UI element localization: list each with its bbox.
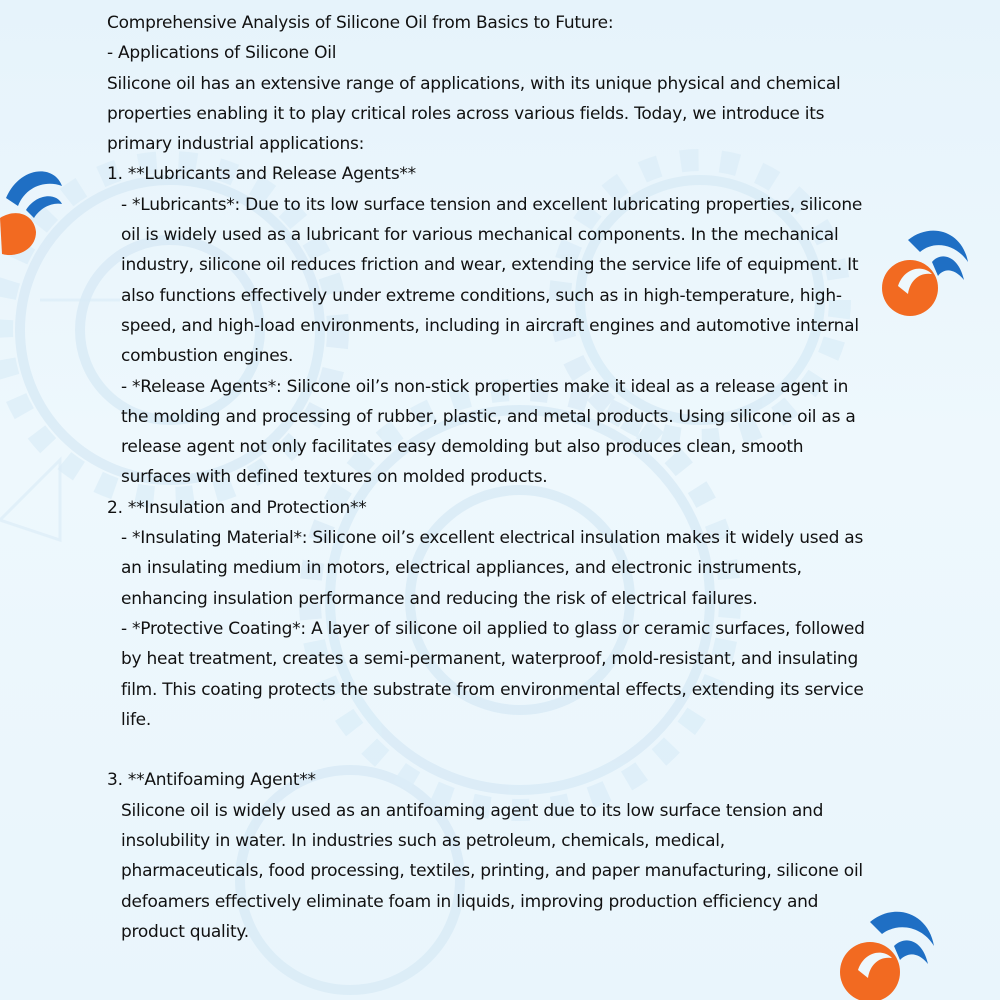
section-2-title: 2. **Insulation and Protection** (107, 497, 367, 518)
lubricants-paragraph: - *Lubricants*: Due to its low surface tension and excellent lubricating properties, silicone oil is widely used as a lubricant for various mechanical components. In the mechanical industry, silicone oil reduces friction and wear, extending the service life of equipment. It also functions effectively under extreme conditions, such as in high-temperature, high-speed, and high-load environments, including in aircraft engines and automotive internal combustion engines. (121, 194, 863, 367)
wave-swirl-logo-icon (0, 158, 70, 262)
paragraph-spacer (107, 735, 867, 765)
wave-swirl-logo-icon (836, 902, 940, 1000)
article-subheading: - Applications of Silicone Oil (107, 43, 337, 64)
section-1-title: 1. **Lubricants and Release Agents** (107, 164, 416, 185)
antifoaming-paragraph: Silicone oil is widely used as an antifoaming agent due to its low surface tension and insolubility in water. In industries such as petroleum, chemicals, medical, pharmaceuticals, food processing, textiles, printing, and paper manufacturing, silicone oil defoamers effectively eliminate foam in liquids, improving production efficiency and product quality. (121, 800, 863, 942)
article-text (107, 8, 867, 947)
wave-swirl-logo-icon (878, 222, 974, 322)
article-heading: Comprehensive Analysis of Silicone Oil from Basics to Future: (107, 13, 614, 33)
release-agents-paragraph: - *Release Agents*: Silicone oil’s non-stick properties make it ideal as a release agent in the molding and processing of rubber, plastic, and metal products. Using silicone oil as a release agent not only facilitates easy demolding but also produces clean, smooth surfaces with defined textures on molded products. (121, 376, 856, 488)
intro-paragraph: Silicone oil has an extensive range of applications, with its unique physical and chemical properties enabling it to play critical roles across various fields. Today, we introduce its primary industrial applications: (107, 73, 841, 155)
protective-coating-paragraph: - *Protective Coating*: A layer of silicone oil applied to glass or ceramic surfaces, followed by heat treatment, creates a semi-permanent, waterproof, mold-resistant, and insulating film. This coating protects the substrate from environmental effects, extending its service life. (121, 618, 865, 730)
insulating-material-paragraph: - *Insulating Material*: Silicone oil’s excellent electrical insulation makes it widely used as an insulating medium in motors, electrical appliances, and electronic instruments, enhancing insulation performance and reducing the risk of electrical failures. (121, 528, 864, 609)
section-3-title: 3. **Antifoaming Agent** (107, 770, 316, 791)
